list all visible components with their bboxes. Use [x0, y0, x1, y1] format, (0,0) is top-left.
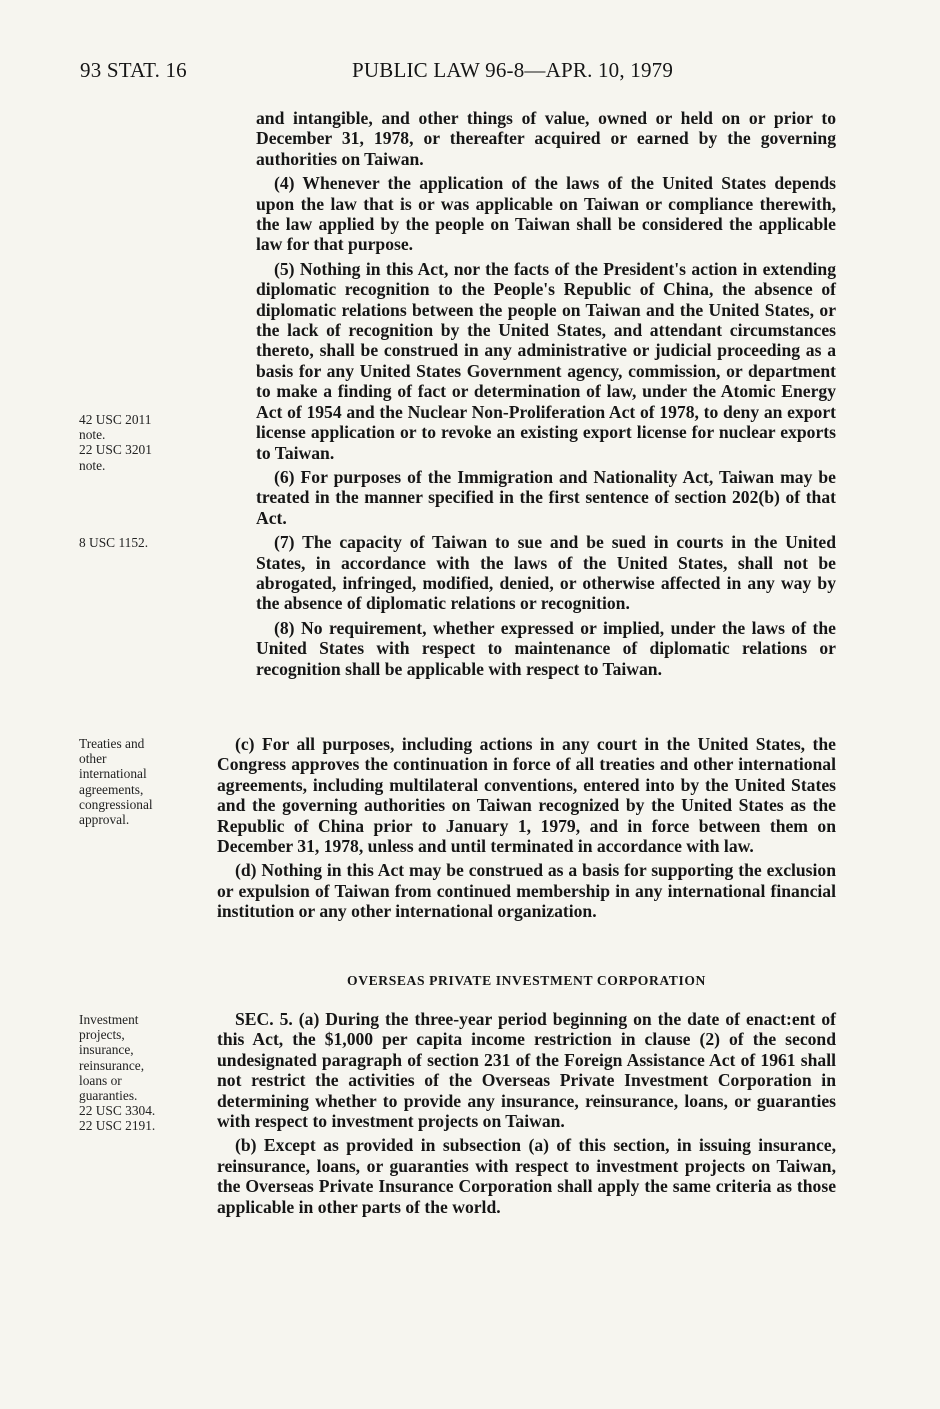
paragraph-8: (8) No requirement, whether expressed or implied, under the laws of the United States with respect to maintenance of diplomatic relations or recognition shall be applicable with respect to Taiwan. [256, 617, 836, 679]
margin-note-treaties: Treaties and other international agreements, congressional approval. [79, 736, 153, 828]
section-5-block [217, 1009, 836, 1221]
paragraph-6: (6) For purposes of the Immigration and Nationality Act, Taiwan may be treated in the manner specified in the first sentence of section 202(b) of that Act. [256, 466, 836, 528]
paragraph-7: (7) The capacity of Taiwan to sue and be sued in courts in the United States, in accordance with the laws of the United States, shall not be abrogated, infringed, modified, denied, or otherwise affected in any way by the absence of diplomatic relations or recognition. [256, 532, 836, 614]
subsection-d: (d) Nothing in this Act may be construed as a basis for supporting the exclusion or expulsion of Taiwan from continued membership in any international financial institution or any other international organization. [217, 860, 836, 922]
section-heading: OVERSEAS PRIVATE INVESTMENT CORPORATION [347, 973, 706, 988]
subsection-c: (c) For all purposes, including actions in any court in the United States, the Congress approves the continuation in force of all treaties and other international agreements, including multilateral conventions, entered into by the United States and the governing authorities on Taiwan recognized by the United States as the Republic of China prior to January 1, 1979, and in force between them on December 31, 1978, unless and until terminated in accordance with law. [217, 734, 836, 857]
section-5-a: SEC. 5. (a) During the three-year period beginning on the date of enact:ent of this Act, the $1,000 per capita income restriction in clause (2) of the second undesignated paragraph of section 231 of the Foreign Assistance Act of 1961 shall not restrict the activities of the Overseas Private Investment Corporation in determining whether to provide any insurance, reinsurance, loans, or guaranties with respect to investment projects on Taiwan. [217, 1009, 836, 1132]
section-5-b: (b) Except as provided in subsection (a) of this section, in issuing insurance, reinsurance, loans, or guaranties with respect to investment projects on Taiwan, the Overseas Private Insurance Corporation shall apply the same criteria as those applicable in other parts of the world. [217, 1135, 836, 1217]
margin-note-usc-2011: 42 USC 2011 note. 22 USC 3201 note. [79, 412, 152, 473]
subsection-block [217, 734, 836, 926]
margin-note-investment: Investment projects, insurance, reinsurance, loans or guaranties. 22 USC 3304. 22 USC 2191. [79, 1012, 156, 1134]
paragraph-4: (4) Whenever the application of the laws of the United States depends upon the law that is or was applicable on Taiwan or compliance therewith, the law applied by the people on Taiwan shall be considered the applicable law for that purpose. [256, 173, 836, 255]
paragraph-5: (5) Nothing in this Act, nor the facts of the President's action in extending diplomatic recognition to the People's Republic of China, the absence of diplomatic relations between the people on Taiwan and the United States, or the lack of recognition by the United States, and attendant circumstances thereto, shall be construed in any administrative or judicial proceeding as a basis for any United States Government agency, commission, or department to make a finding of fact or determination of law, under the Atomic Energy Act of 1954 and the Nuclear Non-Proliferation Act of 1978, to deny an export license application or to revoke an existing export license for nuclear exports to Taiwan. [256, 258, 836, 463]
upper-text-block [256, 108, 836, 683]
stat-page-reference: 93 STAT. 16 [80, 58, 187, 82]
margin-note-usc-1152: 8 USC 1152. [79, 535, 149, 550]
public-law-title: PUBLIC LAW 96-8—APR. 10, 1979 [352, 58, 674, 82]
paragraph-continued: and intangible, and other things of value, owned or held on or prior to December 31, 1978, or thereafter acquired or earned by the governing authorities on Taiwan. [256, 108, 836, 169]
